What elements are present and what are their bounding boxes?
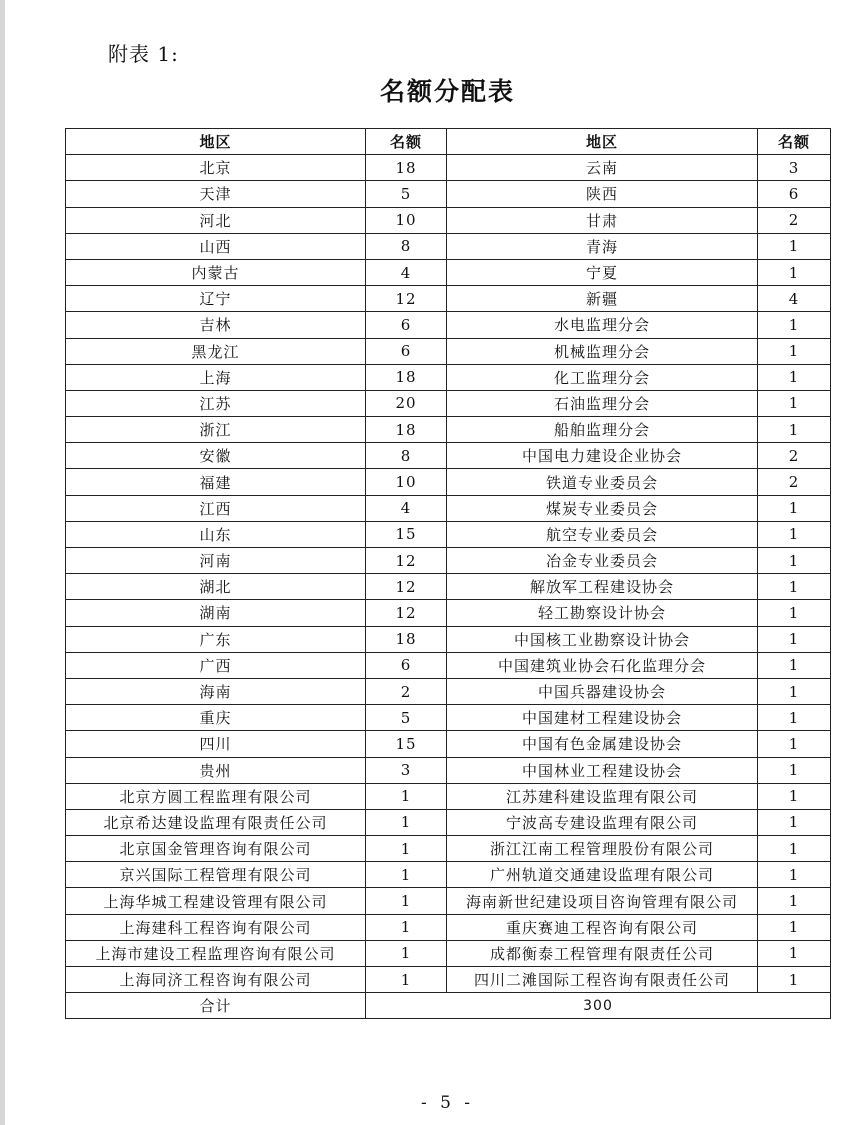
quota-right-cell: 1 bbox=[758, 600, 831, 626]
table-row bbox=[66, 364, 831, 390]
region-left-cell: 上海华城工程建设管理有限公司 bbox=[66, 888, 366, 914]
quota-left-cell: 18 bbox=[366, 155, 447, 181]
region-left-cell: 黑龙江 bbox=[66, 338, 366, 364]
quota-left-cell: 15 bbox=[366, 731, 447, 757]
quota-right-cell: 1 bbox=[758, 652, 831, 678]
quota-right-cell: 2 bbox=[758, 207, 831, 233]
quota-left-cell: 5 bbox=[366, 181, 447, 207]
quota-left-cell: 6 bbox=[366, 312, 447, 338]
quota-left-cell: 3 bbox=[366, 757, 447, 783]
table-row bbox=[66, 390, 831, 416]
total-row bbox=[66, 993, 831, 1019]
quota-left-cell: 1 bbox=[366, 940, 447, 966]
quota-left-cell: 5 bbox=[366, 705, 447, 731]
quota-left-cell: 18 bbox=[366, 364, 447, 390]
region-left-cell: 海南 bbox=[66, 678, 366, 704]
table-row bbox=[66, 548, 831, 574]
quota-left-cell: 10 bbox=[366, 469, 447, 495]
region-left-cell: 天津 bbox=[66, 181, 366, 207]
quota-left-cell: 18 bbox=[366, 626, 447, 652]
quota-right-cell: 1 bbox=[758, 364, 831, 390]
region-right-cell: 中国核工业勘察设计协会 bbox=[447, 626, 758, 652]
region-right-cell: 冶金专业委员会 bbox=[447, 548, 758, 574]
table-row bbox=[66, 574, 831, 600]
region-left-cell: 内蒙古 bbox=[66, 259, 366, 285]
region-left-cell: 辽宁 bbox=[66, 286, 366, 312]
quota-left-cell: 1 bbox=[366, 914, 447, 940]
quota-right-cell: 1 bbox=[758, 574, 831, 600]
quota-left-cell: 10 bbox=[366, 207, 447, 233]
region-right-cell: 船舶监理分会 bbox=[447, 417, 758, 443]
region-right-cell: 甘肃 bbox=[447, 207, 758, 233]
region-right-cell: 成都衡泰工程管理有限责任公司 bbox=[447, 940, 758, 966]
region-right-cell: 云南 bbox=[447, 155, 758, 181]
quota-left-cell: 1 bbox=[366, 967, 447, 993]
region-right-cell: 中国建筑业协会石化监理分会 bbox=[447, 652, 758, 678]
region-left-cell: 浙江 bbox=[66, 417, 366, 443]
region-right-cell: 新疆 bbox=[447, 286, 758, 312]
document-title: 名额分配表 bbox=[379, 77, 515, 106]
table-row bbox=[66, 678, 831, 704]
table-row bbox=[66, 259, 831, 285]
quota-left-cell: 12 bbox=[366, 574, 447, 600]
quota-right-cell: 3 bbox=[758, 155, 831, 181]
region-left-cell: 北京希达建设监理有限责任公司 bbox=[66, 809, 366, 835]
quota-right-cell: 1 bbox=[758, 862, 831, 888]
quota-right-cell: 1 bbox=[758, 888, 831, 914]
table-row bbox=[66, 940, 831, 966]
region-right-cell: 中国建材工程建设协会 bbox=[447, 705, 758, 731]
quota-left-cell: 4 bbox=[366, 259, 447, 285]
quota-left-cell: 1 bbox=[366, 809, 447, 835]
quota-left-cell: 12 bbox=[366, 600, 447, 626]
region-right-cell: 铁道专业委员会 bbox=[447, 469, 758, 495]
quota-right-cell: 1 bbox=[758, 705, 831, 731]
region-right-cell: 青海 bbox=[447, 233, 758, 259]
region-right-cell: 中国有色金属建设协会 bbox=[447, 731, 758, 757]
table-row bbox=[66, 417, 831, 443]
table-row bbox=[66, 626, 831, 652]
quota-right-cell: 1 bbox=[758, 495, 831, 521]
quota-right-cell: 1 bbox=[758, 312, 831, 338]
region-left-cell: 广西 bbox=[66, 652, 366, 678]
table-row bbox=[66, 312, 831, 338]
header-quota-right: 名额 bbox=[758, 129, 831, 155]
region-left-cell: 重庆 bbox=[66, 705, 366, 731]
region-left-cell: 江西 bbox=[66, 495, 366, 521]
region-right-cell: 海南新世纪建设项目咨询管理有限公司 bbox=[447, 888, 758, 914]
table-row bbox=[66, 967, 831, 993]
region-left-cell: 广东 bbox=[66, 626, 366, 652]
table-row bbox=[66, 286, 831, 312]
region-right-cell: 化工监理分会 bbox=[447, 364, 758, 390]
region-left-cell: 上海 bbox=[66, 364, 366, 390]
region-right-cell: 石油监理分会 bbox=[447, 390, 758, 416]
quota-left-cell: 12 bbox=[366, 286, 447, 312]
table-row bbox=[66, 731, 831, 757]
header-region-right: 地区 bbox=[447, 129, 758, 155]
region-right-cell: 解放军工程建设协会 bbox=[447, 574, 758, 600]
header-quota-left: 名额 bbox=[366, 129, 447, 155]
quota-right-cell: 1 bbox=[758, 914, 831, 940]
table-row bbox=[66, 469, 831, 495]
region-left-cell: 河南 bbox=[66, 548, 366, 574]
quota-right-cell: 4 bbox=[758, 286, 831, 312]
region-left-cell: 上海建科工程咨询有限公司 bbox=[66, 914, 366, 940]
region-right-cell: 重庆赛迪工程咨询有限公司 bbox=[447, 914, 758, 940]
quota-right-cell: 1 bbox=[758, 259, 831, 285]
region-right-cell: 宁夏 bbox=[447, 259, 758, 285]
region-left-cell: 湖南 bbox=[66, 600, 366, 626]
quota-right-cell: 1 bbox=[758, 836, 831, 862]
table-row bbox=[66, 888, 831, 914]
quota-right-cell: 1 bbox=[758, 390, 831, 416]
region-left-cell: 贵州 bbox=[66, 757, 366, 783]
table-row bbox=[66, 233, 831, 259]
quota-left-cell: 6 bbox=[366, 338, 447, 364]
quota-left-cell: 1 bbox=[366, 888, 447, 914]
quota-right-cell: 1 bbox=[758, 678, 831, 704]
quota-allocation-table bbox=[65, 128, 831, 1019]
region-left-cell: 山西 bbox=[66, 233, 366, 259]
region-right-cell: 中国电力建设企业协会 bbox=[447, 443, 758, 469]
table-row bbox=[66, 914, 831, 940]
quota-left-cell: 18 bbox=[366, 417, 447, 443]
quota-left-cell: 1 bbox=[366, 862, 447, 888]
quota-left-cell: 20 bbox=[366, 390, 447, 416]
table-body bbox=[66, 155, 831, 993]
table-row bbox=[66, 705, 831, 731]
quota-left-cell: 2 bbox=[366, 678, 447, 704]
region-right-cell: 轻工勘察设计协会 bbox=[447, 600, 758, 626]
region-right-cell: 煤炭专业委员会 bbox=[447, 495, 758, 521]
quota-right-cell: 2 bbox=[758, 469, 831, 495]
region-left-cell: 北京方圆工程监理有限公司 bbox=[66, 783, 366, 809]
table-row bbox=[66, 757, 831, 783]
table-row bbox=[66, 783, 831, 809]
quota-right-cell: 1 bbox=[758, 521, 831, 547]
table-header-row bbox=[66, 129, 831, 155]
region-left-cell: 河北 bbox=[66, 207, 366, 233]
quota-left-cell: 6 bbox=[366, 652, 447, 678]
table-row bbox=[66, 207, 831, 233]
region-right-cell: 江苏建科建设监理有限公司 bbox=[447, 783, 758, 809]
region-left-cell: 上海市建设工程监理咨询有限公司 bbox=[66, 940, 366, 966]
quota-right-cell: 1 bbox=[758, 548, 831, 574]
quota-right-cell: 1 bbox=[758, 233, 831, 259]
page-number: - 5 - bbox=[420, 1093, 475, 1113]
region-right-cell: 机械监理分会 bbox=[447, 338, 758, 364]
region-right-cell: 浙江江南工程管理股份有限公司 bbox=[447, 836, 758, 862]
region-left-cell: 山东 bbox=[66, 521, 366, 547]
table-row bbox=[66, 809, 831, 835]
quota-right-cell: 1 bbox=[758, 940, 831, 966]
quota-right-cell: 1 bbox=[758, 417, 831, 443]
quota-left-cell: 4 bbox=[366, 495, 447, 521]
quota-right-cell: 1 bbox=[758, 338, 831, 364]
header-region-left: 地区 bbox=[66, 129, 366, 155]
total-label: 合计 bbox=[66, 993, 366, 1019]
quota-right-cell: 1 bbox=[758, 626, 831, 652]
quota-right-cell: 1 bbox=[758, 967, 831, 993]
region-right-cell: 水电监理分会 bbox=[447, 312, 758, 338]
table-row bbox=[66, 443, 831, 469]
region-left-cell: 北京 bbox=[66, 155, 366, 181]
quota-right-cell: 1 bbox=[758, 731, 831, 757]
table-row bbox=[66, 338, 831, 364]
region-right-cell: 陕西 bbox=[447, 181, 758, 207]
total-value: 300 bbox=[366, 993, 831, 1019]
region-right-cell: 中国兵器建设协会 bbox=[447, 678, 758, 704]
region-left-cell: 京兴国际工程管理有限公司 bbox=[66, 862, 366, 888]
table-row bbox=[66, 600, 831, 626]
table-row bbox=[66, 652, 831, 678]
quota-right-cell: 1 bbox=[758, 757, 831, 783]
quota-right-cell: 6 bbox=[758, 181, 831, 207]
region-left-cell: 江苏 bbox=[66, 390, 366, 416]
quota-right-cell: 1 bbox=[758, 809, 831, 835]
table-row bbox=[66, 836, 831, 862]
region-right-cell: 中国林业工程建设协会 bbox=[447, 757, 758, 783]
table-row bbox=[66, 155, 831, 181]
table-row bbox=[66, 521, 831, 547]
quota-left-cell: 8 bbox=[366, 443, 447, 469]
quota-left-cell: 1 bbox=[366, 783, 447, 809]
region-left-cell: 吉林 bbox=[66, 312, 366, 338]
region-left-cell: 湖北 bbox=[66, 574, 366, 600]
table-row bbox=[66, 862, 831, 888]
page-edge-shadow bbox=[0, 0, 5, 1125]
quota-right-cell: 1 bbox=[758, 783, 831, 809]
region-right-cell: 四川二滩国际工程咨询有限责任公司 bbox=[447, 967, 758, 993]
table-row bbox=[66, 181, 831, 207]
quota-left-cell: 12 bbox=[366, 548, 447, 574]
region-left-cell: 北京国金管理咨询有限公司 bbox=[66, 836, 366, 862]
quota-left-cell: 15 bbox=[366, 521, 447, 547]
region-right-cell: 航空专业委员会 bbox=[447, 521, 758, 547]
region-left-cell: 安徽 bbox=[66, 443, 366, 469]
region-left-cell: 福建 bbox=[66, 469, 366, 495]
table-row bbox=[66, 495, 831, 521]
attachment-label: 附表 1: bbox=[108, 42, 179, 66]
region-right-cell: 广州轨道交通建设监理有限公司 bbox=[447, 862, 758, 888]
quota-left-cell: 8 bbox=[366, 233, 447, 259]
region-left-cell: 上海同济工程咨询有限公司 bbox=[66, 967, 366, 993]
quota-right-cell: 2 bbox=[758, 443, 831, 469]
quota-left-cell: 1 bbox=[366, 836, 447, 862]
region-left-cell: 四川 bbox=[66, 731, 366, 757]
region-right-cell: 宁波高专建设监理有限公司 bbox=[447, 809, 758, 835]
